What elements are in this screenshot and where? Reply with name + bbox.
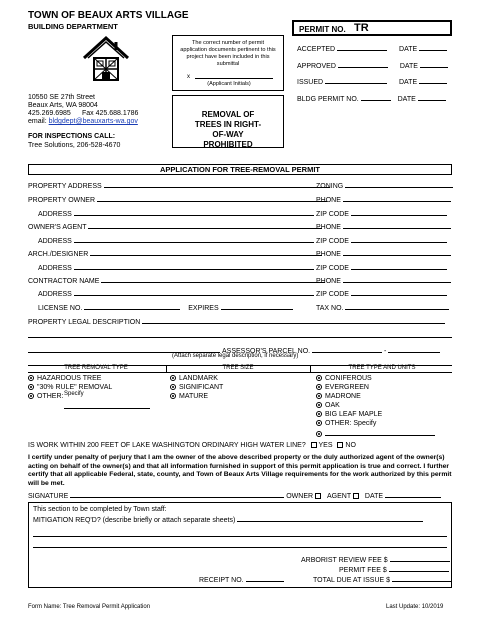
owner-label: OWNER [286, 493, 314, 500]
approved-label: APPROVED [297, 63, 336, 70]
last-update: Last Update: 10/2019 [386, 604, 444, 610]
address-line1: 10550 SE 27th Street [28, 94, 95, 101]
radio-icon[interactable] [316, 420, 322, 426]
arch-address-field[interactable] [74, 263, 314, 270]
size-label-landmark: LANDMARK [179, 375, 218, 382]
yes-checkbox[interactable] [311, 442, 317, 448]
header-divider-2 [310, 365, 311, 373]
removal-option-hazardous[interactable] [28, 375, 101, 382]
agent-address-row [38, 236, 314, 245]
removal-label-hazardous: HAZARDOUS TREE [37, 375, 102, 382]
property-address-row [28, 181, 330, 190]
initials-caption: (Applicant Initials) [207, 81, 251, 87]
bldg-permit-field[interactable] [361, 94, 391, 101]
type-label-oak: OAK [325, 402, 340, 409]
arch-zip-field[interactable] [351, 263, 447, 270]
tax-row [316, 303, 449, 312]
agent-phone-label: PHONE [316, 224, 341, 231]
issued-field[interactable] [325, 77, 387, 84]
approved-date-field[interactable] [420, 61, 448, 68]
receipt-label: RECEIPT NO. [199, 577, 244, 584]
type-label-madrone: MADRONE [325, 393, 361, 400]
radio-icon[interactable] [28, 393, 34, 399]
arch-zip-row [316, 263, 447, 272]
radio-empty-icon[interactable] [316, 431, 322, 437]
total-dollar: $ [386, 577, 391, 584]
size-label-significant: SIGNIFICANT [179, 384, 224, 391]
signature-date-field[interactable] [385, 491, 441, 498]
mitigation-field-2[interactable] [33, 536, 447, 537]
water-row [28, 442, 356, 449]
arch-phone-row [316, 249, 451, 258]
property-address-field[interactable] [104, 181, 330, 188]
bldg-permit-label: BLDG PERMIT NO. [297, 96, 359, 103]
application-title: APPLICATION FOR TREE-REMOVAL PERMIT [159, 165, 320, 174]
notice-x: x [187, 74, 190, 80]
arch-phone-label: PHONE [316, 251, 341, 258]
removal-other-specify: Specify [64, 391, 84, 397]
removal-label-other: OTHER: [37, 393, 64, 400]
yes-label: YES [318, 442, 333, 449]
size-label-mature: MATURE [179, 393, 209, 400]
agent-phone-field[interactable] [343, 222, 451, 229]
property-owner-field[interactable] [97, 195, 327, 202]
arch-label: ARCH./DESIGNER [28, 251, 89, 258]
application-title-bar [28, 164, 452, 175]
arborist-dollar: $ [383, 557, 388, 564]
address-line2: Beaux Arts, WA 98004 [28, 102, 98, 109]
accepted-date-label: DATE [399, 46, 418, 53]
removal-option-30pct[interactable] [28, 384, 112, 391]
type-option-blank[interactable] [316, 429, 435, 438]
owner-phone-label: PHONE [316, 197, 341, 204]
contractor-zip-row [316, 289, 447, 298]
expires-field[interactable] [221, 303, 293, 310]
type-option-maple[interactable] [316, 411, 382, 418]
parcel-row: ASSESSOR'S PARCEL NO. - [222, 346, 440, 355]
total-row [313, 575, 452, 584]
parcel-suffix-field[interactable] [388, 346, 440, 353]
date-label: DATE [364, 493, 384, 500]
legal-row [28, 317, 445, 326]
email-label: email: [28, 118, 47, 125]
parcel-field[interactable] [312, 346, 382, 353]
agent-phone-row [316, 222, 451, 231]
type-option-madrone[interactable] [316, 393, 361, 400]
radio-icon[interactable] [170, 375, 176, 381]
total-label: TOTAL DUE AT ISSUE [313, 577, 385, 584]
removal-other-field[interactable] [64, 408, 150, 409]
type-option-oak[interactable] [316, 402, 340, 409]
signature-label: SIGNATURE [28, 493, 69, 500]
total-field[interactable] [392, 575, 452, 582]
radio-icon[interactable] [170, 384, 176, 390]
department-name: BUILDING DEPARTMENT [28, 22, 118, 31]
certification-text: I certify under penalty of perjury that I am the owner of the above described property or the duly authorized agent of the owner(s) acting on behalf of the owner(s) and that all information furnished in support of this permit application is true and correct. I further certify that all applicable Federal, state, county, and Town of Beaux Arts Village requirements for the work authorized by this permit will be met. [28, 454, 452, 487]
legal-field-2[interactable] [28, 337, 452, 338]
radio-icon[interactable] [28, 375, 34, 381]
property-address-label: PROPERTY ADDRESS [28, 183, 102, 190]
permit-dollar: $ [382, 567, 387, 574]
accepted-field[interactable] [337, 44, 387, 51]
contractor-field[interactable] [101, 276, 325, 283]
owner-phone-field[interactable] [343, 195, 451, 202]
owner-checkbox[interactable] [315, 493, 321, 499]
radio-icon[interactable] [316, 402, 322, 408]
mitigation-row [33, 515, 423, 524]
issued-date-field[interactable] [419, 77, 447, 84]
owners-agent-field[interactable] [88, 222, 322, 229]
inspections-label: FOR INSPECTIONS CALL: [28, 133, 116, 140]
initials-line[interactable] [195, 78, 273, 79]
expires-label: EXPIRES [188, 305, 219, 312]
mitigation-field-1[interactable] [237, 515, 423, 522]
contractor-address-label: ADDRESS [38, 291, 72, 298]
arborist-fee-label: ARBORIST REVIEW FEE [301, 557, 382, 564]
warning-box [172, 95, 284, 148]
email-row [28, 118, 138, 125]
signature-row [28, 491, 441, 500]
arch-address-row [38, 263, 314, 272]
issued-row [297, 77, 447, 86]
legal-field-1[interactable] [142, 317, 445, 324]
owners-agent-row [28, 222, 322, 231]
removal-label-30pct: "30% RULE" REMOVAL [37, 384, 113, 391]
mitigation-field-3[interactable] [33, 547, 447, 548]
contractor-phone-label: PHONE [316, 278, 341, 285]
type-option-other[interactable] [316, 420, 376, 427]
type-label-evergreen: EVERGREEN [325, 384, 369, 391]
property-owner-row [28, 195, 327, 204]
permit-prefix: TR [354, 22, 369, 34]
size-option-significant[interactable] [170, 384, 223, 391]
radio-icon[interactable] [316, 411, 322, 417]
arch-phone-field[interactable] [343, 249, 451, 256]
arborist-fee-field[interactable] [390, 555, 450, 562]
bldg-date-label: DATE [397, 96, 416, 103]
fax-number: Fax 425.688.1786 [82, 110, 139, 117]
radio-icon[interactable] [316, 393, 322, 399]
arch-zip-label: ZIP CODE [316, 265, 349, 272]
arborist-fee-row [301, 555, 450, 564]
form-name: Form Name: Tree Removal Permit Application [28, 604, 151, 610]
agent-zip-field[interactable] [351, 236, 447, 243]
header-tree-type: TREE TYPE AND UNITS [348, 365, 416, 371]
staff-intro: This section to be completed by Town staff: [33, 506, 167, 513]
license-row [38, 303, 293, 312]
type-label-maple: BIG LEAF MAPLE [325, 411, 383, 418]
type-blank-field[interactable] [325, 429, 435, 436]
owner-zip-field[interactable] [351, 209, 447, 216]
permit-fee-field[interactable] [389, 565, 449, 572]
town-name: TOWN OF BEAUX ARTS VILLAGE [28, 10, 189, 21]
permit-fee-row [339, 565, 449, 574]
removal-option-other[interactable] [28, 393, 63, 400]
owners-agent-label: OWNER'S AGENT [28, 224, 87, 231]
agent-address-field[interactable] [74, 236, 314, 243]
radio-icon[interactable] [170, 393, 176, 399]
accepted-row [297, 44, 447, 53]
header-removal-type: TREE REMOVAL TYPE [64, 365, 128, 371]
email-link[interactable]: bldgdept@beauxarts-wa.gov [48, 118, 138, 125]
bldg-permit-row [297, 94, 446, 103]
permit-number-box[interactable] [292, 20, 452, 36]
size-option-landmark[interactable] [170, 375, 218, 382]
contractor-address-row [38, 289, 314, 298]
receipt-row [199, 575, 284, 584]
submittal-notice-box [172, 35, 284, 91]
legal-label: PROPERTY LEGAL DESCRIPTION [28, 319, 141, 326]
property-owner-label: PROPERTY OWNER [28, 197, 96, 204]
zoning-label: ZONING [316, 183, 344, 190]
water-question: IS WORK WITHIN 200 FEET OF LAKE WASHINGTON ORDINARY HIGH WATER LINE? [28, 442, 306, 449]
arch-row [28, 249, 322, 258]
no-label: NO [345, 442, 356, 449]
agent-checkbox[interactable] [353, 493, 359, 499]
owner-zip-label: ZIP CODE [316, 211, 349, 218]
arch-address-label: ADDRESS [38, 265, 72, 272]
accepted-date-field[interactable] [419, 44, 447, 51]
license-label: LICENSE NO. [38, 305, 83, 312]
type-label-coniferous: CONIFEROUS [325, 375, 372, 382]
warning-text: REMOVAL OF TREES IN RIGHT-OF-WAY PROHIBITED [194, 110, 262, 149]
owner-address-field[interactable] [74, 209, 314, 216]
inspections-contact: Tree Solutions, 206-528-4670 [28, 142, 121, 149]
no-checkbox[interactable] [337, 442, 343, 448]
staff-section [28, 502, 452, 588]
header-divider-1 [166, 365, 167, 373]
permit-fee-label: PERMIT FEE [339, 567, 381, 574]
zoning-field[interactable] [345, 181, 453, 188]
type-option-coniferous[interactable] [316, 375, 372, 382]
contractor-label: CONTRACTOR NAME [28, 278, 100, 285]
approved-field[interactable] [338, 61, 388, 68]
phone-number: 425.269.6985 [28, 110, 71, 117]
contractor-phone-field[interactable] [343, 276, 451, 283]
owner-address-row [38, 209, 314, 218]
notice-text: The correct number of permit application documents pertinent to this project have been included in this submittal [180, 40, 276, 67]
owner-phone-row [316, 195, 451, 204]
signature-field[interactable] [70, 491, 284, 498]
size-option-mature[interactable] [170, 393, 208, 400]
receipt-field[interactable] [246, 575, 284, 582]
village-logo [80, 32, 132, 84]
bldg-date-field[interactable] [418, 94, 446, 101]
contractor-row [28, 276, 325, 285]
mitigation-label: MITIGATION REQ'D? (describe briefly or attach separate sheets) [33, 517, 236, 524]
arch-field[interactable] [90, 249, 322, 256]
approved-row [297, 61, 448, 70]
type-option-evergreen[interactable] [316, 384, 369, 391]
parcel-note: (Attach separate legal description, if necessary) [172, 353, 299, 359]
zoning-row [316, 181, 453, 190]
approved-date-label: DATE [399, 63, 418, 70]
agent-zip-row [316, 236, 447, 245]
contractor-zip-field[interactable] [351, 289, 447, 296]
issued-label: ISSUED [297, 79, 324, 86]
tax-label: TAX NO. [316, 305, 344, 312]
radio-icon[interactable] [316, 375, 322, 381]
accepted-label: ACCEPTED [297, 46, 336, 53]
contractor-address-field[interactable] [74, 289, 314, 296]
owner-zip-row [316, 209, 447, 218]
tax-field[interactable] [345, 303, 449, 310]
license-field[interactable] [84, 303, 180, 310]
type-label-other: OTHER: Specify [325, 420, 377, 427]
radio-icon[interactable] [28, 384, 34, 390]
agent-label: AGENT [326, 493, 351, 500]
owner-address-label: ADDRESS [38, 211, 72, 218]
agent-zip-label: ZIP CODE [316, 238, 349, 245]
agent-address-label: ADDRESS [38, 238, 72, 245]
contractor-zip-label: ZIP CODE [316, 291, 349, 298]
radio-icon[interactable] [316, 384, 322, 390]
contractor-phone-row [316, 276, 451, 285]
header-tree-size: TREE SIZE [222, 365, 254, 371]
parcel-label: ASSESSOR'S PARCEL NO. [222, 348, 311, 355]
issued-date-label: DATE [398, 79, 418, 86]
permit-label: PERMIT NO. [299, 25, 346, 34]
